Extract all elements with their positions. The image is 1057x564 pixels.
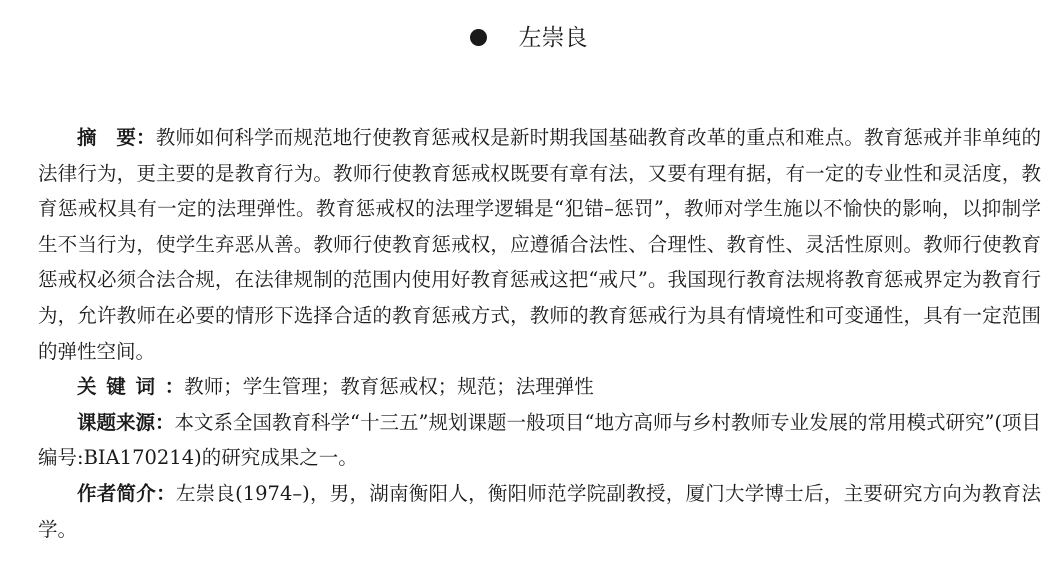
keywords-paragraph: [38, 369, 1041, 405]
author-line: [0, 18, 1057, 58]
funding-text: 本文系全国教育科学“十三五”规划课题一般项目“地方高师与乡村教师专业发展的常用模式研究”(项目编号:BIA170214)的研究成果之一。: [38, 410, 1042, 470]
funding-colon: ：: [155, 410, 175, 434]
author-name: 左崇良: [518, 25, 588, 51]
bullet-icon: [470, 29, 487, 46]
keywords-label: 关键词: [77, 375, 165, 399]
article-front-matter: [38, 120, 1041, 547]
funding-paragraph: [38, 405, 1041, 476]
abstract-label: 摘 要: [77, 126, 137, 149]
author-bio-label: 作者简介: [77, 481, 157, 505]
abstract-colon: ：: [136, 126, 156, 149]
author-bio-colon: ：: [156, 481, 176, 505]
keywords-colon: ：: [164, 375, 185, 399]
author-bio-text: 左崇良(1974–)，男，湖南衡阳人，衡阳师范学院副教授，厦门大学博士后，主要研究方向为教育法学。: [38, 481, 1041, 541]
author-bio-paragraph: [38, 476, 1041, 547]
funding-label: 课题来源: [77, 410, 156, 434]
abstract-text: 教师如何科学而规范地行使教育惩戒权是新时期我国基础教育改革的重点和难点。教育惩戒并非单纯的法律行为，更主要的是教育行为。教师行使教育惩戒权既要有章有法，又要有理有据，有一定的专业性和灵活度，教育惩戒权具有一定的法理弹性。教育惩戒权的法理学逻辑是“犯错–惩罚”，教师对学生施以不愉快的影响，以抑制学生不当行为，使学生弃恶从善。教师行使教育惩戒权，应遵循合法性、合理性、教育性、灵活性原则。教师行使教育惩戒权必须合法合规，在法律规制的范围内使用好教育惩戒这把“戒尺”。我国现行教育法规将教育惩戒界定为教育行为，允许教师在必要的情形下选择合适的教育惩戒方式，教师的教育惩戒行为具有情境性和可变通性，具有一定范围的弹性空间。: [38, 126, 1041, 363]
abstract-paragraph: [38, 120, 1041, 369]
keywords-text: 教师；学生管理；教育惩戒权；规范；法理弹性: [184, 375, 594, 399]
